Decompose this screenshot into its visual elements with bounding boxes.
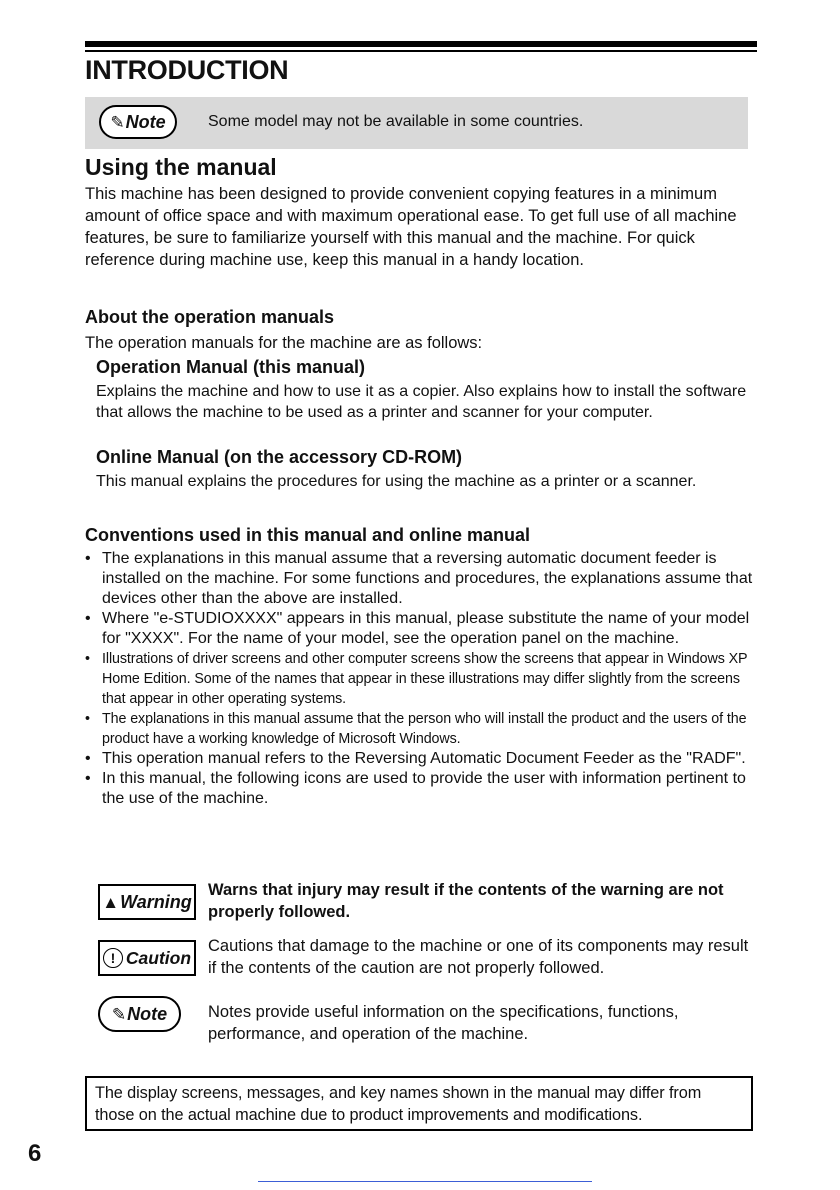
exclamation-circle-icon: ! bbox=[103, 948, 123, 968]
operation-manual-text: Explains the machine and how to use it as a copier. Also explains how to install the software that allows the machine to be used as a printer and scanner for your computer. bbox=[96, 383, 747, 421]
heading-operation-manuals: About the operation manuals bbox=[85, 307, 335, 327]
online-manual-text: This manual explains the procedures for using the machine as a printer or a scanner. bbox=[96, 473, 697, 490]
page-title: INTRODUCTION bbox=[85, 55, 289, 85]
bottom-link-rule bbox=[258, 1181, 592, 1182]
pencil-icon: ✎ bbox=[111, 1005, 127, 1024]
using-manual-body: This machine has been designed to provide convenient copying features in a minimum amount of office space and with maximum operational ease. To get full use of all machine features, be sure to familiarize yourself with this manual and the machine. For quick reference during machine use, keep this manual in a handy location. bbox=[85, 185, 737, 269]
caution-description: Cautions that damage to the machine or one of its components may result if the contents of the caution are not properly followed. bbox=[208, 937, 749, 977]
caution-badge bbox=[98, 940, 196, 976]
warning-label: Warning bbox=[120, 892, 192, 912]
operation-manual-title: Operation Manual (this manual) bbox=[96, 357, 366, 377]
page-number: 6 bbox=[28, 1140, 42, 1167]
note-bar bbox=[85, 97, 748, 149]
section-heading-using-manual: Using the manual bbox=[85, 154, 277, 180]
list-item: • The explanations in this manual assume that the person who will install the product and the users of the product have a working knowledge of Microsoft Windows. bbox=[85, 709, 757, 749]
list-item: • Illustrations of driver screens and other computer screens show the screens that appear in Windows XP Home Edition. Some of the names that appear in these illustrations may differ slightly from the screens that appear in other operating systems. bbox=[85, 649, 757, 709]
warning-badge bbox=[98, 884, 196, 920]
note-icon-badge bbox=[98, 996, 181, 1032]
warning-description: Warns that injury may result if the contents of the warning are not properly followed. bbox=[208, 881, 724, 921]
disclaimer-box: The display screens, messages, and key names shown in the manual may differ from those on the actual machine due to product improvements and modifications. bbox=[85, 1076, 753, 1131]
caution-label: Caution bbox=[125, 948, 192, 968]
operation-manuals-intro: The operation manuals for the machine are as follows: bbox=[85, 334, 483, 352]
conventions-list bbox=[85, 549, 757, 809]
online-manual-title: Online Manual (on the accessory CD-ROM) bbox=[96, 447, 463, 467]
note-text: Some model may not be available in some countries. bbox=[208, 113, 584, 130]
list-item: • Where "e-STUDIOXXXX" appears in this manual, please substitute the name of your model for "XXXX". For the name of your model, see the operation panel on the machine. bbox=[85, 609, 757, 649]
list-item: • This operation manual refers to the Reversing Automatic Document Feeder as the "RADF". bbox=[85, 749, 757, 769]
note-badge bbox=[99, 105, 177, 139]
note-icon-label: Note bbox=[127, 1004, 168, 1024]
list-item: • In this manual, the following icons are used to provide the user with information pertinent to the use of the machine. bbox=[85, 769, 757, 809]
note-badge-label: Note bbox=[125, 112, 166, 132]
warning-triangle-icon: ▲ bbox=[102, 893, 120, 912]
list-item: • The explanations in this manual assume that a reversing automatic document feeder is installed on the machine. For some functions and procedures, the explanations assume that devices other than the above are installed. bbox=[85, 549, 757, 609]
header-rule-thin bbox=[85, 50, 757, 52]
note-description: Notes provide useful information on the specifications, functions, performance, and operation of the machine. bbox=[208, 1003, 679, 1043]
header-rule-thick bbox=[85, 41, 757, 47]
heading-conventions: Conventions used in this manual and online manual bbox=[85, 525, 531, 545]
pencil-icon: ✎ bbox=[110, 113, 125, 132]
